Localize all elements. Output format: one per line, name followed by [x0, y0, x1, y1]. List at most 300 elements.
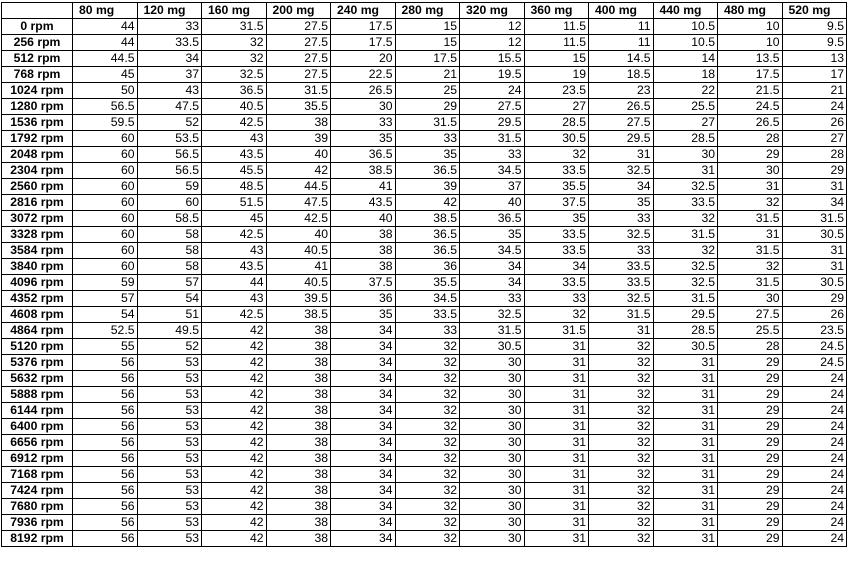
table-cell: 52: [137, 339, 202, 355]
table-cell: 31: [524, 371, 589, 387]
table-cell: 37.5: [331, 275, 396, 291]
row-header: 7424 rpm: [2, 483, 73, 499]
table-cell: 34: [331, 483, 396, 499]
table-cell: 43.5: [202, 259, 267, 275]
table-cell: 32: [718, 195, 783, 211]
table-cell: 27.5: [266, 51, 331, 67]
table-cell: 38: [266, 435, 331, 451]
table-cell: 32: [589, 339, 654, 355]
table-cell: 34: [331, 355, 396, 371]
table-cell: 30: [653, 147, 718, 163]
table-cell: 56: [73, 387, 138, 403]
table-cell: 53: [137, 435, 202, 451]
table-cell: 30: [460, 531, 525, 547]
table-cell: 22: [653, 83, 718, 99]
table-cell: 38: [266, 371, 331, 387]
table-cell: 42: [202, 323, 267, 339]
table-cell: 30: [460, 371, 525, 387]
table-cell: 29: [718, 483, 783, 499]
table-cell: 60: [73, 211, 138, 227]
table-cell: 60: [73, 195, 138, 211]
table-cell: 40: [266, 227, 331, 243]
table-cell: 56: [73, 371, 138, 387]
table-cell: 33.5: [524, 163, 589, 179]
table-row: [2, 339, 847, 355]
table-cell: 21.5: [718, 83, 783, 99]
table-cell: 53: [137, 467, 202, 483]
table-cell: 56: [73, 419, 138, 435]
table-cell: 17.5: [718, 67, 783, 83]
table-cell: 26: [782, 115, 847, 131]
table-cell: 35: [331, 131, 396, 147]
table-row: [2, 291, 847, 307]
table-cell: 43: [202, 131, 267, 147]
table-cell: 24: [782, 403, 847, 419]
table-cell: 43: [202, 291, 267, 307]
table-cell: 40: [266, 147, 331, 163]
table-cell: 30: [460, 435, 525, 451]
table-cell: 24: [782, 499, 847, 515]
table-cell: 24.5: [782, 339, 847, 355]
table-cell: 31.5: [460, 131, 525, 147]
table-cell: 33.5: [653, 195, 718, 211]
table-cell: 30: [460, 499, 525, 515]
table-cell: 14.5: [589, 51, 654, 67]
table-row: [2, 531, 847, 547]
table-cell: 30.5: [782, 275, 847, 291]
table-cell: 48.5: [202, 179, 267, 195]
table-cell: 30: [718, 163, 783, 179]
table-row: [2, 131, 847, 147]
table-body: [2, 19, 847, 547]
table-cell: 33.5: [589, 275, 654, 291]
row-header: 0 rpm: [2, 19, 73, 35]
table-cell: 42.5: [202, 115, 267, 131]
table-cell: 19.5: [460, 67, 525, 83]
table-cell: 9.5: [782, 19, 847, 35]
row-header: 6144 rpm: [2, 403, 73, 419]
table-cell: 33: [589, 211, 654, 227]
table-cell: 52: [137, 115, 202, 131]
table-cell: 34: [331, 387, 396, 403]
table-cell: 59.5: [73, 115, 138, 131]
table-cell: 12: [460, 35, 525, 51]
table-cell: 26.5: [718, 115, 783, 131]
row-header: 6912 rpm: [2, 451, 73, 467]
table-row: [2, 243, 847, 259]
table-cell: 31: [653, 451, 718, 467]
table-cell: 39.5: [266, 291, 331, 307]
table-row: [2, 195, 847, 211]
table-cell: 25.5: [653, 99, 718, 115]
table-cell: 31: [782, 243, 847, 259]
table-cell: 44: [73, 35, 138, 51]
table-cell: 53: [137, 387, 202, 403]
table-cell: 29: [718, 387, 783, 403]
table-cell: 42.5: [202, 227, 267, 243]
table-row: [2, 259, 847, 275]
row-header: 5376 rpm: [2, 355, 73, 371]
table-cell: 47.5: [266, 195, 331, 211]
table-cell: 34.5: [460, 243, 525, 259]
table-cell: 26: [782, 307, 847, 323]
table-cell: 38.5: [395, 211, 460, 227]
table-cell: 29: [718, 499, 783, 515]
table-cell: 34: [331, 515, 396, 531]
table-cell: 29.5: [460, 115, 525, 131]
table-row: [2, 275, 847, 291]
row-header: 5632 rpm: [2, 371, 73, 387]
table-cell: 31.5: [718, 243, 783, 259]
table-cell: 33: [589, 243, 654, 259]
table-cell: 54: [73, 307, 138, 323]
table-cell: 42: [266, 163, 331, 179]
table-cell: 29: [718, 147, 783, 163]
table-cell: 31: [524, 499, 589, 515]
table-cell: 28.5: [653, 131, 718, 147]
table-row: [2, 307, 847, 323]
table-cell: 53: [137, 483, 202, 499]
table-header: [2, 3, 847, 19]
table-cell: 32: [395, 483, 460, 499]
table-cell: 42.5: [266, 211, 331, 227]
table-cell: 24: [782, 387, 847, 403]
row-header: 6400 rpm: [2, 419, 73, 435]
table-cell: 32: [395, 339, 460, 355]
table-cell: 29: [718, 451, 783, 467]
table-cell: 36.5: [202, 83, 267, 99]
table-cell: 34: [589, 179, 654, 195]
table-cell: 36: [395, 259, 460, 275]
table-cell: 32: [589, 467, 654, 483]
table-cell: 59: [73, 275, 138, 291]
table-cell: 31: [653, 467, 718, 483]
table-cell: 53: [137, 451, 202, 467]
table-cell: 32: [202, 35, 267, 51]
table-cell: 30: [460, 355, 525, 371]
data-table: [1, 2, 847, 547]
table-cell: 32: [589, 403, 654, 419]
table-cell: 31: [653, 419, 718, 435]
table-row: [2, 499, 847, 515]
table-cell: 31: [653, 483, 718, 499]
row-header: 256 rpm: [2, 35, 73, 51]
table-cell: 24.5: [782, 355, 847, 371]
table-cell: 34: [331, 531, 396, 547]
table-cell: 42: [202, 515, 267, 531]
table-cell: 53: [137, 499, 202, 515]
table-cell: 30: [460, 483, 525, 499]
table-cell: 57: [73, 291, 138, 307]
table-cell: 38.5: [331, 163, 396, 179]
table-cell: 29.5: [653, 307, 718, 323]
table-cell: 29: [782, 291, 847, 307]
table-cell: 31: [589, 147, 654, 163]
table-cell: 29: [718, 435, 783, 451]
column-header: 200 mg: [266, 3, 331, 19]
table-cell: 33.5: [589, 259, 654, 275]
table-cell: 31: [653, 387, 718, 403]
table-cell: 28.5: [653, 323, 718, 339]
table-cell: 34: [331, 371, 396, 387]
table-cell: 27.5: [718, 307, 783, 323]
table-cell: 10: [718, 19, 783, 35]
table-cell: 35: [395, 147, 460, 163]
table-cell: 42: [202, 371, 267, 387]
table-cell: 35: [524, 211, 589, 227]
table-cell: 32: [589, 355, 654, 371]
table-cell: 56: [73, 403, 138, 419]
table-cell: 34: [331, 467, 396, 483]
table-cell: 30: [460, 451, 525, 467]
table-cell: 21: [782, 83, 847, 99]
table-cell: 38: [331, 243, 396, 259]
column-header: 160 mg: [202, 3, 267, 19]
table-cell: 59: [137, 179, 202, 195]
row-header: 2816 rpm: [2, 195, 73, 211]
table-cell: 31: [589, 323, 654, 339]
table-row: [2, 83, 847, 99]
table-cell: 35: [589, 195, 654, 211]
table-cell: 30.5: [782, 227, 847, 243]
table-cell: 29: [718, 467, 783, 483]
table-cell: 42: [202, 467, 267, 483]
table-cell: 17.5: [395, 51, 460, 67]
table-cell: 31.5: [266, 83, 331, 99]
table-cell: 10.5: [653, 35, 718, 51]
table-cell: 30: [460, 387, 525, 403]
table-cell: 31: [524, 451, 589, 467]
table-cell: 18.5: [589, 67, 654, 83]
table-cell: 52.5: [73, 323, 138, 339]
table-cell: 49.5: [137, 323, 202, 339]
table-cell: 34: [460, 275, 525, 291]
table-cell: 21: [395, 67, 460, 83]
table-cell: 35.5: [266, 99, 331, 115]
table-cell: 42: [202, 483, 267, 499]
row-header: 4608 rpm: [2, 307, 73, 323]
table-cell: 9.5: [782, 35, 847, 51]
table-cell: 32: [395, 403, 460, 419]
table-cell: 56.5: [137, 163, 202, 179]
column-header: 360 mg: [524, 3, 589, 19]
column-header: 480 mg: [718, 3, 783, 19]
table-cell: 29: [718, 371, 783, 387]
table-cell: 11: [589, 19, 654, 35]
table-row: [2, 163, 847, 179]
table-cell: 34.5: [395, 291, 460, 307]
table-cell: 32: [524, 147, 589, 163]
table-cell: 31.5: [460, 323, 525, 339]
row-header: 1792 rpm: [2, 131, 73, 147]
table-cell: 32: [653, 211, 718, 227]
table-cell: 31.5: [202, 19, 267, 35]
table-cell: 28.5: [524, 115, 589, 131]
table-cell: 58.5: [137, 211, 202, 227]
table-cell: 31: [524, 483, 589, 499]
table-row: [2, 227, 847, 243]
table-cell: 31: [718, 179, 783, 195]
table-cell: 32: [589, 419, 654, 435]
table-cell: 13: [782, 51, 847, 67]
table-cell: 54: [137, 291, 202, 307]
table-row: [2, 99, 847, 115]
table-cell: 32: [653, 243, 718, 259]
table-cell: 25.5: [718, 323, 783, 339]
table-cell: 60: [73, 227, 138, 243]
table-cell: 34: [331, 419, 396, 435]
table-cell: 20: [331, 51, 396, 67]
table-cell: 43: [202, 243, 267, 259]
table-cell: 17.5: [331, 19, 396, 35]
table-row: [2, 211, 847, 227]
table-cell: 53: [137, 531, 202, 547]
table-cell: 56: [73, 531, 138, 547]
header-row: [2, 3, 847, 19]
table-cell: 29: [718, 531, 783, 547]
table-cell: 30: [460, 467, 525, 483]
table-cell: 32: [395, 435, 460, 451]
table-cell: 38: [266, 451, 331, 467]
table-cell: 32.5: [589, 227, 654, 243]
table-cell: 51.5: [202, 195, 267, 211]
table-cell: 36.5: [395, 243, 460, 259]
row-header: 2304 rpm: [2, 163, 73, 179]
table-cell: 36.5: [460, 211, 525, 227]
table-cell: 41: [331, 179, 396, 195]
table-cell: 31: [718, 227, 783, 243]
table-cell: 24: [782, 371, 847, 387]
table-wrapper: [1, 2, 847, 547]
table-cell: 39: [266, 131, 331, 147]
table-cell: 56: [73, 467, 138, 483]
row-header: 2560 rpm: [2, 179, 73, 195]
table-cell: 32: [395, 451, 460, 467]
table-cell: 31: [524, 403, 589, 419]
table-cell: 32: [395, 499, 460, 515]
table-cell: 28: [718, 131, 783, 147]
table-cell: 45: [73, 67, 138, 83]
table-cell: 34: [331, 403, 396, 419]
table-row: [2, 355, 847, 371]
table-row: [2, 483, 847, 499]
table-cell: 32.5: [653, 259, 718, 275]
table-cell: 31: [653, 499, 718, 515]
table-cell: 24: [782, 483, 847, 499]
table-cell: 31: [524, 419, 589, 435]
table-cell: 31: [653, 163, 718, 179]
table-cell: 34.5: [460, 163, 525, 179]
table-cell: 33: [331, 115, 396, 131]
column-header: 400 mg: [589, 3, 654, 19]
table-cell: 40.5: [202, 99, 267, 115]
table-row: [2, 115, 847, 131]
table-cell: 34: [331, 451, 396, 467]
table-cell: 31.5: [395, 115, 460, 131]
table-cell: 27.5: [266, 19, 331, 35]
row-header: 4352 rpm: [2, 291, 73, 307]
table-row: [2, 387, 847, 403]
table-cell: 24: [782, 451, 847, 467]
table-cell: 25: [395, 83, 460, 99]
table-cell: 30: [460, 403, 525, 419]
table-cell: 38: [266, 483, 331, 499]
table-cell: 35.5: [524, 179, 589, 195]
column-header: 240 mg: [331, 3, 396, 19]
table-cell: 31: [782, 259, 847, 275]
table-cell: 32: [395, 387, 460, 403]
table-cell: 31: [653, 371, 718, 387]
corner-cell: [2, 3, 73, 19]
table-cell: 31.5: [718, 211, 783, 227]
table-cell: 60: [73, 163, 138, 179]
table-cell: 27: [524, 99, 589, 115]
table-cell: 30.5: [653, 339, 718, 355]
table-cell: 32.5: [460, 307, 525, 323]
table-cell: 32: [395, 419, 460, 435]
table-cell: 56: [73, 451, 138, 467]
table-cell: 10: [718, 35, 783, 51]
table-cell: 56: [73, 435, 138, 451]
table-cell: 26.5: [331, 83, 396, 99]
row-header: 1536 rpm: [2, 115, 73, 131]
table-cell: 27.5: [266, 35, 331, 51]
table-cell: 33: [395, 131, 460, 147]
table-cell: 42: [395, 195, 460, 211]
table-cell: 32.5: [653, 275, 718, 291]
row-header: 4864 rpm: [2, 323, 73, 339]
table-cell: 31: [524, 387, 589, 403]
table-cell: 43.5: [202, 147, 267, 163]
table-cell: 44: [73, 19, 138, 35]
table-cell: 42: [202, 451, 267, 467]
table-row: [2, 51, 847, 67]
table-cell: 34: [137, 51, 202, 67]
table-cell: 53: [137, 419, 202, 435]
table-cell: 24.5: [718, 99, 783, 115]
table-cell: 42: [202, 499, 267, 515]
table-cell: 23: [589, 83, 654, 99]
table-cell: 38: [266, 531, 331, 547]
table-row: [2, 435, 847, 451]
table-cell: 27: [782, 131, 847, 147]
table-cell: 41: [266, 259, 331, 275]
table-cell: 42: [202, 419, 267, 435]
table-row: [2, 515, 847, 531]
table-cell: 50: [73, 83, 138, 99]
table-cell: 32: [589, 371, 654, 387]
table-cell: 29: [718, 515, 783, 531]
table-cell: 31: [653, 403, 718, 419]
table-cell: 11: [589, 35, 654, 51]
table-cell: 60: [73, 147, 138, 163]
table-cell: 19: [524, 67, 589, 83]
table-cell: 38: [266, 339, 331, 355]
table-cell: 60: [73, 259, 138, 275]
table-cell: 32: [589, 531, 654, 547]
table-cell: 29: [718, 419, 783, 435]
row-header: 3328 rpm: [2, 227, 73, 243]
table-cell: 42: [202, 435, 267, 451]
table-cell: 27: [653, 115, 718, 131]
table-cell: 33: [460, 291, 525, 307]
table-cell: 38: [331, 259, 396, 275]
row-header: 4096 rpm: [2, 275, 73, 291]
table-cell: 33.5: [524, 227, 589, 243]
table-cell: 56.5: [73, 99, 138, 115]
table-cell: 24: [460, 83, 525, 99]
table-cell: 58: [137, 243, 202, 259]
